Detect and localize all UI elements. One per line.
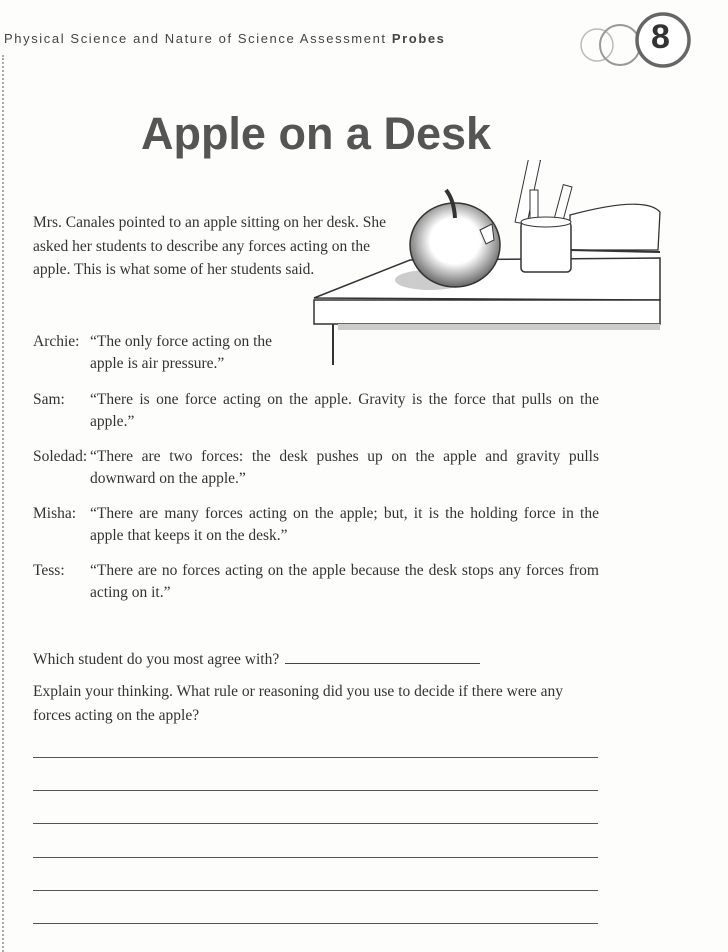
- question-agree: [33, 648, 599, 672]
- student-name: Misha:: [33, 505, 77, 522]
- answer-line[interactable]: [33, 857, 598, 858]
- student-quote: “There are two forces: the desk pushes up on the apple and gravity pulls downward on the apple.”: [90, 448, 599, 487]
- page-title: Apple on a Desk: [140, 108, 492, 159]
- student-quote: “There are many forces acting on the apple; but, it is the holding force in the apple that keeps it on the desk.”: [90, 505, 599, 544]
- student-answer-archie: [33, 331, 293, 375]
- student-answer-soledad: [33, 446, 599, 490]
- question-explain: Explain your thinking. What rule or reasoning did you use to decide if there were any forces acting on the apple?: [33, 683, 564, 724]
- chapter-badge: [575, 8, 695, 78]
- student-name: Archie:: [33, 333, 80, 350]
- binding-dots: [2, 55, 4, 952]
- chapter-circles-icon: [575, 8, 695, 78]
- student-answer-tess: [33, 560, 599, 604]
- question-agree-text: Which student do you most agree with?: [33, 651, 280, 668]
- student-answer-sam: [33, 389, 599, 433]
- student-answer-misha: [33, 503, 599, 547]
- student-quote: “The only force acting on the apple is air pressure.”: [90, 333, 273, 372]
- agree-answer-blank[interactable]: [285, 649, 480, 664]
- student-quote: “There are no forces acting on the apple because the desk stops any forces from acting on it.”: [90, 562, 599, 601]
- answer-line[interactable]: [33, 923, 598, 924]
- student-name: Soledad:: [33, 448, 88, 465]
- book-title: Physical Science and Nature of Science Assessment: [4, 31, 387, 46]
- answer-line[interactable]: [33, 890, 598, 891]
- student-quote: “There is one force acting on the apple. Gravity is the force that pulls on the apple.”: [90, 391, 599, 430]
- chapter-number: 8: [651, 18, 670, 56]
- answer-line[interactable]: [33, 790, 598, 791]
- student-name: Sam:: [33, 391, 65, 408]
- book-title-bold: Probes: [391, 31, 446, 46]
- student-name: Tess:: [33, 562, 65, 579]
- running-header: [4, 31, 446, 46]
- answer-line[interactable]: [33, 757, 598, 758]
- intro-paragraph: Mrs. Canales pointed to an apple sitting on her desk. She asked her students to describe any forces acting on the apple. This is what some of her students said.: [33, 214, 386, 278]
- answer-line[interactable]: [33, 823, 598, 824]
